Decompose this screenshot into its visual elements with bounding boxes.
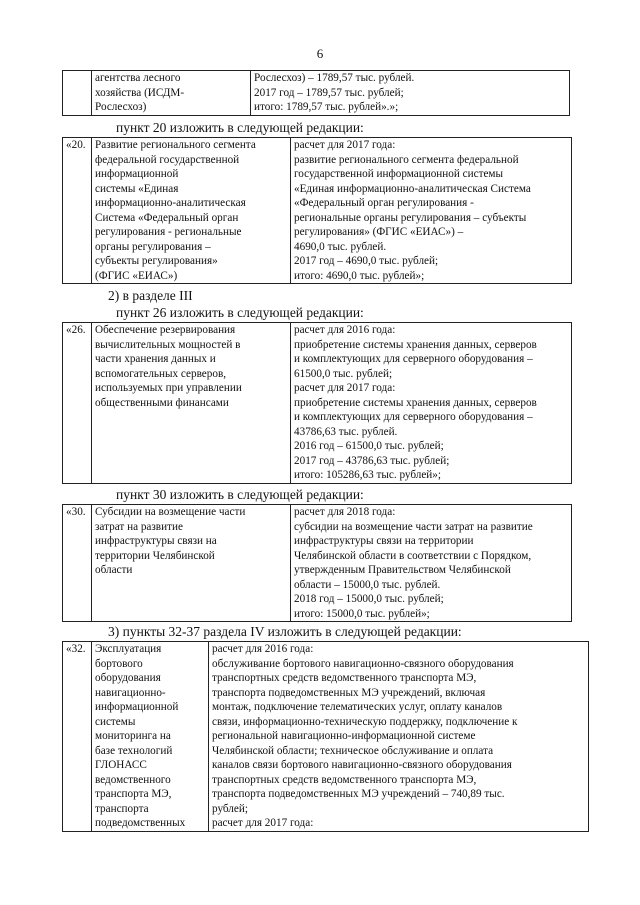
text-line: государственной информационной системы [294, 168, 504, 180]
text-line: 61500,0 тыс. рублей; [294, 367, 393, 380]
text-line: и комплектующих для серверного оборудования – [294, 353, 533, 365]
text-line: Система «Федеральный орган [95, 211, 239, 224]
text-line: ведомственного [95, 773, 171, 786]
text-line: региональные органы регулирования – субъекты [294, 211, 527, 224]
text-line: 2017 год – 1789,57 тыс. рублей; [254, 86, 404, 99]
text-line: субсидии на возмещение части затрат на развитие [294, 520, 533, 533]
table-row-continuation [62, 70, 570, 116]
text-line: транспортных средств ведомственного транспорта МЭ, [212, 672, 477, 684]
text-line: 2018 год – 15000,0 тыс. рублей; [294, 593, 444, 605]
text-line: общественными финансами [95, 396, 229, 409]
text-line: региональной навигационно-информационной системе [212, 730, 476, 742]
text-line: ГЛОНАСС [95, 759, 147, 771]
row-number: «32. [63, 642, 92, 832]
text-line: 4690,0 тыс. рублей. [294, 240, 387, 253]
text-line: регулирования - региональные [95, 226, 242, 238]
text-line: информационно-аналитическая [95, 197, 246, 209]
text-line: транспортных средств ведомственного транспорта МЭ, [212, 773, 477, 786]
text-line: вспомогательных серверов, [95, 367, 227, 380]
text-line: «Федеральный орган регулирования - [294, 197, 474, 209]
text-line: системы [95, 715, 136, 728]
text-line: оборудования [95, 672, 161, 684]
text-line: подведомственных [95, 817, 186, 829]
text-line: рублей; [212, 802, 248, 815]
text-line: итого: 4690,0 тыс. рублей»; [294, 269, 425, 282]
page-number: 6 [316, 46, 324, 61]
table-row-30 [62, 504, 572, 622]
text-line: Развитие регионального сегмента [95, 139, 256, 151]
text-line: базе технологий [95, 744, 173, 757]
text-line: Субсидии на возмещение части [95, 506, 246, 518]
text-line: области – 15000,0 тыс. рублей. [294, 578, 441, 591]
text-line: мониторинга на [95, 730, 171, 742]
text-line: итого: 15000,0 тыс. рублей»; [294, 607, 430, 620]
text-line: расчет для 2017 года: [212, 817, 314, 829]
text-line: органы регулирования – [95, 240, 211, 253]
row-name [92, 71, 251, 116]
text-line: вычислительных мощностей в [95, 338, 241, 351]
text-line: 2016 год – 61500,0 тыс. рублей; [294, 440, 444, 452]
text-line: 2017 год – 4690,0 тыс. рублей; [294, 255, 439, 267]
row-number: «26. [63, 323, 92, 484]
text-line: приобретение системы хранения данных, серверов [294, 396, 537, 409]
heading-item-26: пункт 26 изложить в следующей редакции: [116, 305, 364, 320]
heading-item-30: пункт 30 изложить в следующей редакции: [116, 487, 364, 502]
text-line: расчет для 2016 года: [294, 324, 396, 336]
text-line: инфраструктуры связи на [95, 535, 217, 547]
text-line: связи, информационно-техническую поддержку, подключение к [212, 715, 518, 728]
row-calculation [291, 138, 572, 284]
text-line: субъекты регулирования» [95, 255, 218, 267]
text-line: части хранения данных и [95, 353, 216, 365]
heading-item-20: пункт 20 изложить в следующей редакции: [116, 120, 364, 135]
text-line: монтаж, подключение телематических услуг, оплату каналов [212, 701, 503, 713]
heading-section-3: 2) в разделе III [108, 288, 193, 303]
text-line: навигационно- [95, 686, 166, 699]
heading-section-4: 3) пункты 32-37 раздела IV изложить в следующей редакции: [108, 624, 462, 639]
text-line: Рослесхоз) – 1789,57 тыс. рублей. [254, 72, 415, 84]
text-line: расчет для 2017 года: [294, 139, 396, 151]
table-row-26 [62, 322, 572, 484]
text-line: информационной [95, 168, 179, 180]
text-line: развитие регионального сегмента федеральной [294, 153, 519, 166]
row-number: «20. [63, 138, 92, 284]
text-line: системы «Единая [95, 182, 179, 195]
text-line: транспорта подведомственных МЭ учреждений – 740,89 тыс. [212, 788, 505, 800]
text-line: Обеспечение резервирования [95, 324, 236, 336]
row-calculation [291, 323, 572, 484]
row-calculation [209, 642, 589, 832]
text-line: 2017 год – 43786,63 тыс. рублей; [294, 454, 450, 467]
text-line: области [95, 564, 133, 576]
text-line: инфраструктуры связи на территории [294, 535, 474, 547]
row-name [92, 323, 291, 484]
text-line: «Единая информационно-аналитическая Система [294, 182, 531, 195]
text-line: регулирования» (ФГИС «ЕИАС») – [294, 226, 464, 238]
text-line: Эксплуатация [95, 643, 162, 655]
text-line: расчет для 2018 года: [294, 506, 396, 518]
text-line: транспорта подведомственных МЭ учреждений, включая [212, 686, 486, 699]
table-row-32 [62, 641, 589, 832]
text-line: затрат на развитие [95, 520, 183, 533]
text-line: (ФГИС «ЕИАС») [95, 269, 178, 282]
text-line: Рослесхоз) [95, 101, 147, 113]
text-line: транспорта [95, 802, 149, 815]
row-calculation [291, 505, 572, 622]
text-line: приобретение системы хранения данных, серверов [294, 338, 537, 351]
text-line: 43786,63 тыс. рублей. [294, 425, 398, 438]
text-line: Челябинской области; техническое обслуживание и оплата [212, 744, 494, 757]
text-line: обслуживание бортового навигационно-связного оборудования [212, 657, 514, 670]
text-line: федеральной государственной [95, 153, 240, 166]
text-line: итого: 1789,57 тыс. рублей».»; [254, 101, 399, 113]
text-line: Челябинской области в соответствии с Порядком, [294, 549, 532, 562]
text-line: и комплектующих для серверного оборудования – [294, 411, 533, 423]
text-line: транспорта МЭ, [95, 788, 172, 800]
row-calculation [251, 71, 570, 116]
table-row-20 [62, 137, 572, 284]
text-line: хозяйства (ИСДМ- [95, 86, 185, 99]
row-name [92, 505, 291, 622]
text-line: территории Челябинской [95, 549, 215, 562]
text-line: агентства лесного [95, 72, 181, 84]
text-line: информационной [95, 701, 179, 713]
text-line: используемых при управлении [95, 382, 242, 394]
text-line: расчет для 2016 года: [212, 643, 314, 655]
text-line: каналов связи бортового навигационно-связного оборудования [212, 759, 512, 771]
row-name [92, 138, 291, 284]
row-number: «30. [63, 505, 92, 622]
text-line: расчет для 2017 года: [294, 382, 396, 394]
row-number [63, 71, 92, 116]
text-line: итого: 105286,63 тыс. рублей»; [294, 469, 441, 481]
row-name [92, 642, 209, 832]
text-line: бортового [95, 657, 143, 670]
text-line: утвержденным Правительством Челябинской [294, 564, 511, 576]
